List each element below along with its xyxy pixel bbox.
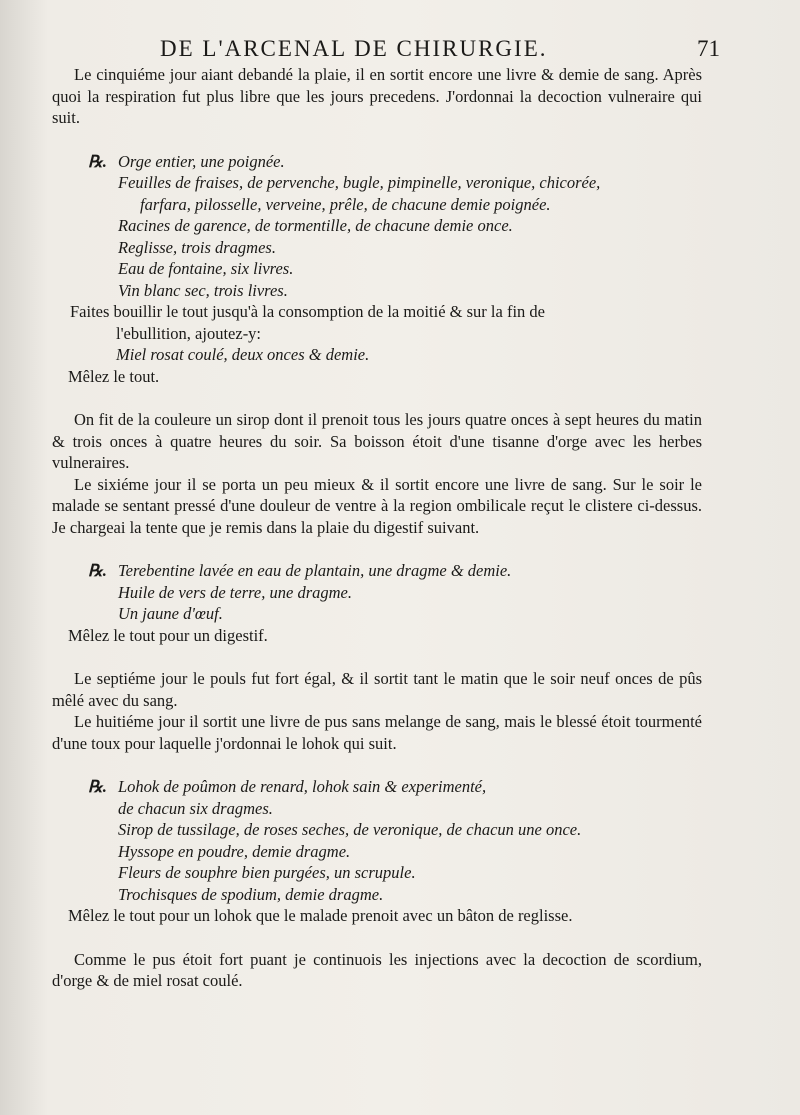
paragraph-injections: Comme le pus étoit fort puant je continuois les injections avec la decoction de scordium, d'orge & de miel rosat coulé.	[52, 949, 702, 990]
recipe-line: Racines de garence, de tormentille, de chacune demie once.	[118, 216, 513, 235]
recipe-line: Hyssope en poudre, demie dragme.	[118, 841, 351, 861]
recipe-line: Terebentine lavée en eau de plantain, une dragme & demie.	[118, 561, 512, 580]
page-number: 71	[697, 36, 720, 61]
recipe-line: Lohok de poûmon de renard, lohok sain & experimenté,	[118, 777, 487, 796]
recipe-lohok	[52, 776, 702, 905]
paragraph-day-seven: Le septiéme jour le pouls fut fort égal, & il sortit tant le matin que le soir neuf onces de pûs mêlé avec du sang.	[52, 669, 702, 710]
recipe-mix-note: Mêlez le tout pour un digestif.	[68, 625, 268, 645]
recipe-symbol: ℞.	[88, 561, 107, 580]
paragraph-day-six: Le sixiéme jour il se porta un peu mieux & il sortit encore une livre de sang. Sur le soir le malade se sentant pressé d'une douleur de ventre à la region ombilicale reçut le clistere ci-dessus. Je chargeai la tente que je remis dans la plaie du digestif suivant.	[52, 474, 702, 537]
recipe-mix-note: Mêlez le tout.	[68, 366, 160, 386]
recipe-line: farfara, pilosselle, verveine, prêle, de chacune demie poignée.	[140, 194, 551, 214]
recipe-line: Orge entier, une poignée.	[118, 151, 285, 171]
recipe-line: Sirop de tussilage, de roses seches, de veronique, de chacun une once.	[118, 820, 582, 839]
recipe-decoction	[52, 151, 702, 302]
recipe-line: Vin blanc sec, trois livres.	[118, 280, 288, 300]
recipe-line: Un jaune d'œuf.	[118, 604, 223, 623]
recipe-instruction: l'ebullition, ajoutez-y:	[116, 323, 262, 343]
recipe-line: Feuilles de fraises, de pervenche, bugle, pimpinelle, veronique, chicorée,	[118, 173, 601, 192]
page-body	[52, 64, 702, 992]
recipe-mix-note: Mêlez le tout pour un lohok que le malade prenoit avec un bâton de reglisse.	[68, 906, 573, 925]
page-header	[160, 36, 720, 66]
recipe-symbol: ℞.	[88, 151, 107, 171]
paragraph-day-eight: Le huitiéme jour il sortit une livre de pus sans melange de sang, mais le blessé étoit tourmenté d'une toux pour laquelle j'ordonnai le lohok qui suit.	[52, 712, 702, 753]
recipe-line: Reglisse, trois dragmes.	[118, 237, 276, 257]
paragraph-syrup: On fit de la couleure un sirop dont il prenoit tous les jours quatre onces à sept heures du matin & trois onces à quatre heures du soir. Sa boisson étoit d'une tisanne d'orge avec les herbes vulneraires.	[52, 410, 702, 472]
recipe-symbol: ℞.	[88, 777, 107, 796]
recipe-digestive	[52, 560, 702, 625]
running-head: DE L'ARCENAL DE CHIRURGIE.	[160, 36, 548, 61]
recipe-line: Trochisques de spodium, demie dragme.	[118, 884, 384, 904]
recipe-instruction: Faites bouillir le tout jusqu'à la consomption de la moitié & sur la fin de	[70, 302, 545, 321]
recipe-line: Huile de vers de terre, une dragme.	[118, 582, 352, 602]
recipe-line: Fleurs de souphre bien purgées, un scrupule.	[118, 863, 416, 882]
recipe-line: de chacun six dragmes.	[118, 798, 273, 818]
paragraph-day-five: Le cinquiéme jour aiant debandé la plaie, il en sortit encore une livre & demie de sang. Après quoi la respiration fut plus libre que les jours precedens. J'ordonnai la decoction vulneraire qui suit.	[52, 65, 702, 127]
recipe-line: Eau de fontaine, six livres.	[118, 259, 294, 278]
recipe-addition: Miel rosat coulé, deux onces & demie.	[116, 345, 370, 364]
